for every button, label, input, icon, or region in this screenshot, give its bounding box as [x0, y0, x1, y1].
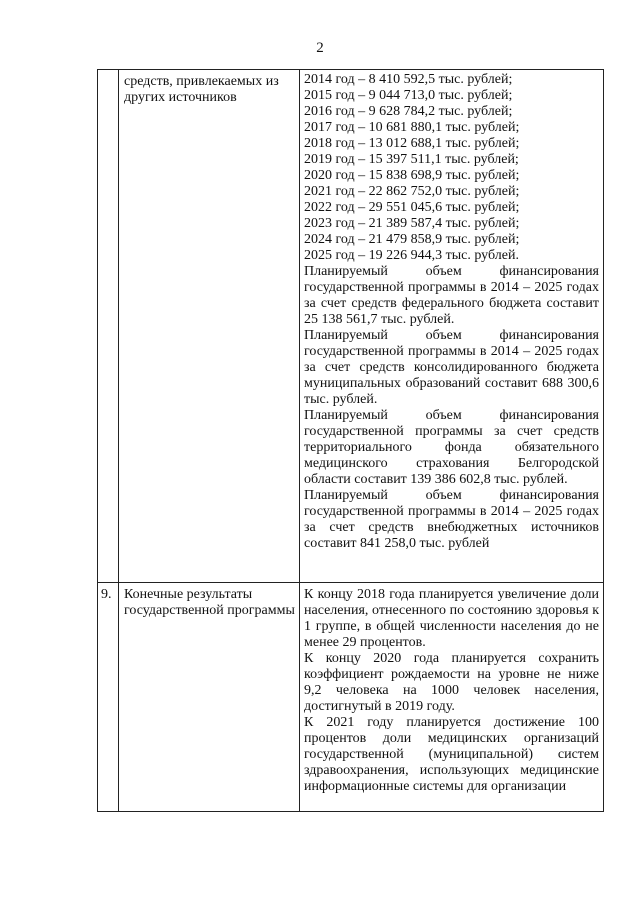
table-row	[98, 70, 604, 583]
funding-paragraph: Планируемый объем финансирования государственной программы в 2014 – 2025 годах за счет средств федерального бюджета составит 25 138 561,7 тыс. рублей.	[304, 264, 599, 327]
funding-paragraph: Планируемый объем финансирования государственной программы в 2014 – 2025 годах за счет средств внебюджетных источников составит 841 258,0 тыс. рублей	[304, 488, 599, 551]
result-paragraph: К 2021 году планируется достижение 100 процентов доли медицинских организаций государственной (муниципальной) систем здравоохранения, использующих медицинские информационные системы для организации	[304, 715, 599, 794]
year-line: 2022 год – 29 551 045,6 тыс. рублей;	[304, 200, 520, 215]
funding-paragraph: Планируемый объем финансирования государственной программы за счет средств территориального фонда обязательного медицинского страхования Белгородской области составит 139 386 602,8 тыс. рублей.	[304, 408, 599, 487]
year-line: 2018 год – 13 012 688,1 тыс. рублей;	[304, 136, 520, 151]
year-line: 2017 год – 10 681 880,1 тыс. рублей;	[304, 120, 520, 135]
year-line: 2024 год – 21 479 858,9 тыс. рублей;	[304, 232, 520, 247]
result-paragraph: К концу 2018 года планируется увеличение доли населения, отнесенного по состоянию здоровья к 1 группе, в общей численности населения до не менее 29 процентов.	[304, 587, 599, 650]
row-number: 9.	[98, 583, 119, 812]
row-content	[300, 583, 604, 812]
row-label: средств, привлекаемых из других источников	[119, 70, 300, 583]
result-paragraph: К концу 2020 года планируется сохранить коэффициент рождаемости на уровне не ниже 9,2 человека на 1000 человек населения, достигнутый в 2019 году.	[304, 651, 599, 714]
year-line: 2020 год – 15 838 698,9 тыс. рублей;	[304, 168, 520, 183]
page-number: 2	[316, 40, 324, 56]
year-line: 2023 год – 21 389 587,4 тыс. рублей;	[304, 216, 520, 231]
year-line: 2016 год – 9 628 784,2 тыс. рублей;	[304, 104, 513, 119]
funding-paragraph: Планируемый объем финансирования государственной программы в 2014 – 2025 годах за счет средств консолидированного бюджета муниципальных образований составит 688 300,6 тыс. рублей.	[304, 328, 599, 407]
row-label: Конечные результаты государственной программы	[119, 583, 300, 812]
year-line: 2015 год – 9 044 713,0 тыс. рублей;	[304, 88, 513, 103]
table-row	[98, 583, 604, 812]
year-line: 2025 год – 19 226 944,3 тыс. рублей.	[304, 248, 519, 263]
year-line: 2014 год – 8 410 592,5 тыс. рублей;	[304, 72, 513, 87]
row-content	[300, 70, 604, 583]
year-line: 2021 год – 22 862 752,0 тыс. рублей;	[304, 184, 520, 199]
program-table	[97, 69, 604, 812]
row-number	[98, 70, 119, 583]
year-line: 2019 год – 15 397 511,1 тыс. рублей;	[304, 152, 519, 167]
